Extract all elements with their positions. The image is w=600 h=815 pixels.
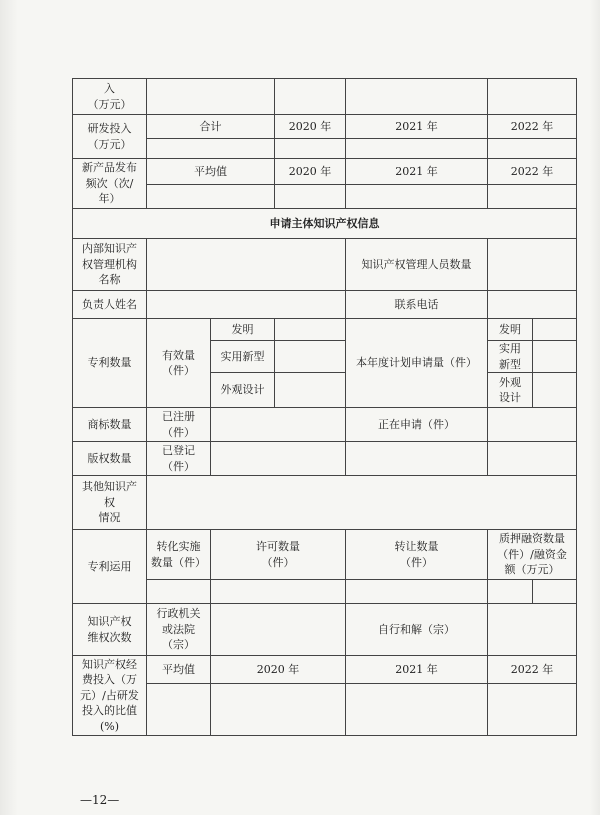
table-row [73,604,577,656]
label-text: 行政机关 或法院 （宗） [156,607,201,652]
table-row [73,291,577,319]
label-text: 外观 设计 [499,375,521,404]
patent-utility2-label [488,341,533,373]
input-cell[interactable] [488,139,577,159]
input-cell[interactable] [346,684,488,736]
label-text: 许可数量 （件） [256,540,300,569]
np-header-2020: 2020 年 [275,159,346,185]
input-cell[interactable] [147,185,275,209]
label-text: 已注册 （件） [162,410,195,439]
table-row [73,239,577,291]
rd-header-total: 合计 [147,115,275,139]
label-text: 有效量 （件） [162,348,195,377]
input-cell[interactable] [211,684,346,736]
rd-header-2022: 2022 年 [488,115,577,139]
input-cell[interactable] [147,291,346,319]
patent-valid-label [147,319,211,408]
page-number: —12— [80,793,120,807]
input-cell[interactable] [346,79,488,115]
input-cell[interactable] [488,408,577,442]
input-cell[interactable] [533,319,577,341]
rd-header-2021: 2021 年 [346,115,488,139]
table-row [73,580,577,604]
np-header-2021: 2021 年 [346,159,488,185]
patent-invention-label: 发明 [211,319,275,341]
usage-pledge-label [488,530,577,580]
table-row [73,139,577,159]
label-text: 转化实施 数量（件） [151,540,206,569]
input-cell[interactable] [533,373,577,408]
label-text: 已登记 （件） [162,444,195,473]
table-row [73,442,577,476]
table-row [73,476,577,530]
input-cell[interactable] [275,185,346,209]
ip-dept-label [73,239,147,291]
label-text: 内部知识产 权管理机构 名称 [82,242,137,287]
input-cell[interactable] [488,442,577,476]
input-cell[interactable] [211,408,346,442]
patent-usage-label: 专利运用 [73,530,147,604]
input-cell[interactable] [346,139,488,159]
table-row [73,408,577,442]
input-cell[interactable] [147,476,577,530]
table-row [73,115,577,139]
input-cell[interactable] [346,442,488,476]
input-cell[interactable] [533,341,577,373]
input-cell[interactable] [488,79,577,115]
label-text: 知识产权 维权次数 [87,615,132,644]
patent-invention2-label: 发明 [488,319,533,341]
table-row [73,79,577,115]
np-header-2022: 2022 年 [488,159,577,185]
input-cell[interactable] [346,185,488,209]
input-cell[interactable] [211,442,346,476]
input-cell[interactable] [147,79,275,115]
rd-header-2020: 2020 年 [275,115,346,139]
rights-admin-label [147,604,211,656]
copyright-label: 版权数量 [73,442,147,476]
funding-header-2021: 2021 年 [346,656,488,684]
funding-header-2022: 2022 年 [488,656,577,684]
input-cell[interactable] [533,580,577,604]
new-product-label [73,159,147,209]
trademark-label: 商标数量 [73,408,147,442]
label-text: 研发投入 （万元） [87,122,132,151]
rights-label [73,604,147,656]
input-cell[interactable] [211,580,346,604]
ip-info-form-table [72,78,577,736]
input-cell[interactable] [211,604,346,656]
usage-transfer-label [346,530,488,580]
trademark-applying-label: 正在申请（件） [346,408,488,442]
funding-header-avg: 平均值 [147,656,211,684]
input-cell[interactable] [488,291,577,319]
patent-plan-label: 本年度计划申请量（件） [346,319,488,408]
rd-input-label [73,115,147,159]
table-row [73,185,577,209]
usage-license-label [211,530,346,580]
trademark-registered-label [147,408,211,442]
table-row [73,209,577,239]
table-row [73,319,577,341]
input-cell[interactable] [488,580,533,604]
section-title: 申请主体知识产权信息 [73,209,577,239]
input-cell[interactable] [488,239,577,291]
label-text: 新产品发布 频次（次/ 年） [82,161,137,206]
input-cell[interactable] [346,580,488,604]
input-cell[interactable] [275,79,346,115]
input-cell[interactable] [488,604,577,656]
row-label [73,79,147,115]
label-text: 质押融资数量 （件）/融资金 额（万元） [497,532,567,577]
patent-design2-label [488,373,533,408]
input-cell[interactable] [147,139,275,159]
patent-utility-label: 实用新型 [211,341,275,373]
input-cell[interactable] [275,341,346,373]
label-text: 入 （万元） [87,82,132,111]
input-cell[interactable] [147,239,346,291]
table-row [73,684,577,736]
label-text: 实用 新型 [499,342,521,371]
table-row [73,656,577,684]
input-cell[interactable] [275,139,346,159]
label-text: 转让数量 （件） [394,540,439,569]
person-label: 负责人姓名 [73,291,147,319]
input-cell[interactable] [147,580,211,604]
input-cell[interactable] [488,684,577,736]
ip-staff-label: 知识产权管理人员数量 [346,239,488,291]
table-row [73,159,577,185]
patent-label: 专利数量 [73,319,147,408]
table-row [73,530,577,580]
label-text: 知识产权经 费投入（万 元）/占研发 投入的比值 (%) [80,658,139,733]
patent-design-label: 外观设计 [211,373,275,408]
copyright-registered-label [147,442,211,476]
other-ip-label [73,476,147,530]
usage-transform-label [147,530,211,580]
label-text: 其他知识产 权 情况 [82,480,137,525]
np-header-avg: 平均值 [147,159,275,185]
input-cell[interactable] [488,185,577,209]
rights-self-label: 自行和解（宗） [346,604,488,656]
input-cell[interactable] [147,684,211,736]
input-cell[interactable] [275,373,346,408]
input-cell[interactable] [275,319,346,341]
phone-label: 联系电话 [346,291,488,319]
funding-header-2020: 2020 年 [211,656,346,684]
ip-funding-label [73,656,147,736]
